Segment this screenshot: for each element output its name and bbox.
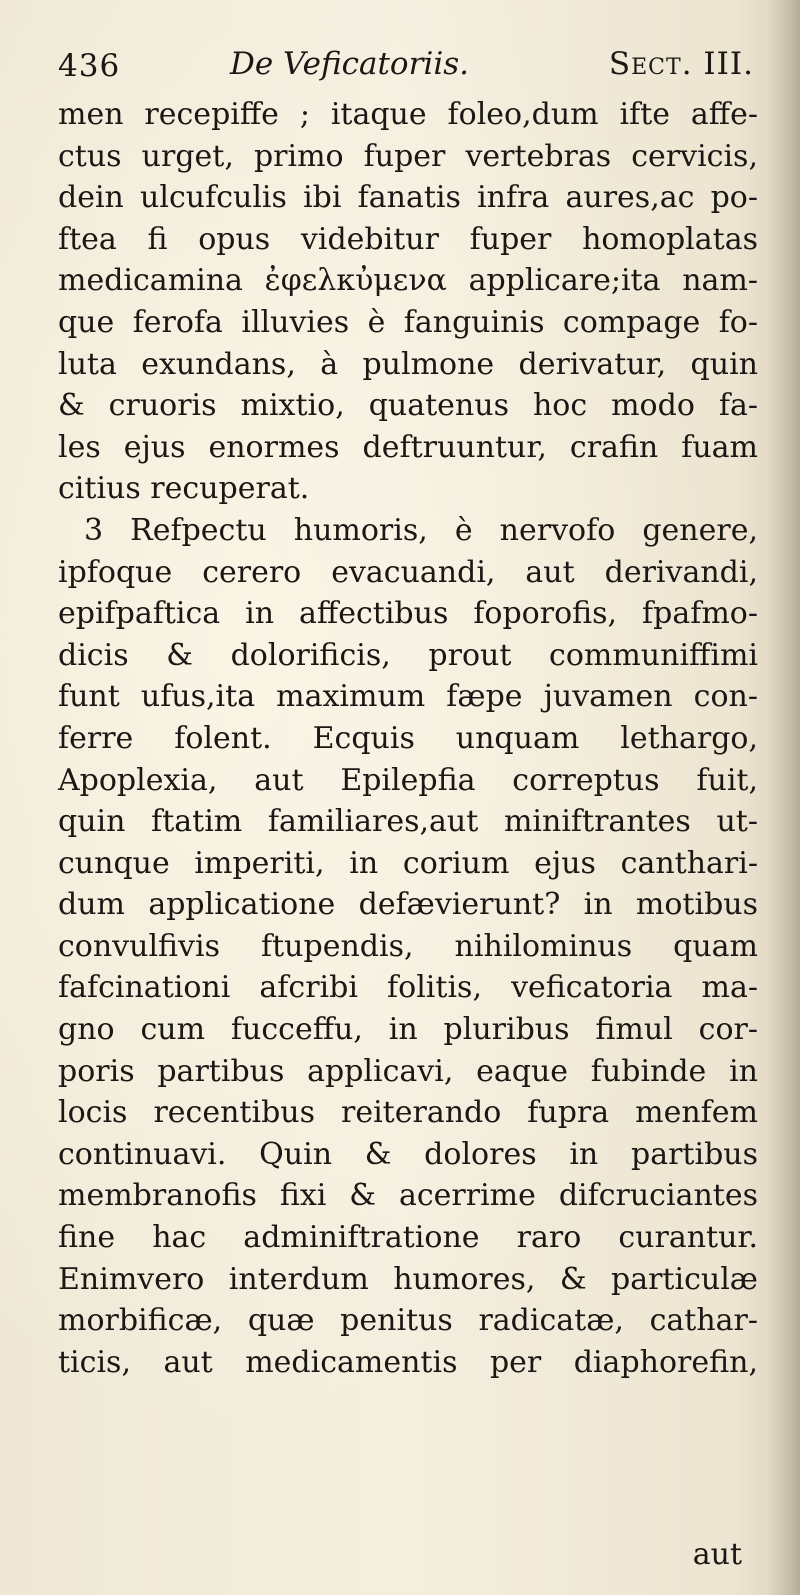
catchword: aut [692,1537,742,1572]
text-line: funt ufus,ita maximum fæpe juvamen con- [58,679,758,715]
text-line: locis recentibus reiterando fupra menfem [58,1095,758,1131]
text-line: gno cum fucceffu, in pluribus fimul cor- [58,1012,758,1048]
text-line: men recepiffe ; itaque foleo,dum ifte affe- [58,97,758,132]
text-line: ftea fi opus videbitur fuper homoplatas [58,221,758,257]
text-line: poris partibus applicavi, eaque fubinde in [58,1053,758,1089]
text-line: les ejus enormes deftruuntur, crafin fuam [58,429,758,465]
text-line: cunque imperiti, in corium ejus canthari- [58,845,758,881]
text-line: dum applicatione defævierunt? in motibus [58,887,758,923]
text-line: morbificæ, quæ penitus radicatæ, cathar- [58,1303,758,1339]
running-title: De Veficatoriis. [230,46,469,82]
body-text [58,94,758,1383]
text-line: & cruoris mixtio, quatenus hoc modo fa- [58,388,758,424]
section-label: Sect. III. [608,46,754,82]
text-line: 3 Refpectu humoris, è nervofo genere, [84,512,758,548]
text-line: epifpaftica in affectibus foporofis, fpafmo- [58,596,758,632]
text-line: luta exundans, à pulmone derivatur, quin [58,346,758,382]
text-line: Enimvero interdum humores, & particulæ [58,1261,758,1297]
text-line: Apoplexia, aut Epilepfia correptus fuit, [58,762,758,798]
text-line: dein ulcufculis ibi fanatis infra aures,ac po- [58,180,758,216]
text-line: ipfoque cerero evacuandi, aut derivandi, [58,554,758,590]
text-line: fafcinationi afcribi folitis, veficatoria ma- [58,970,758,1006]
text-line: continuavi. Quin & dolores in partibus [58,1136,758,1172]
text-line: fine hac adminiftratione raro curantur. [58,1220,758,1256]
text-line: membranofis fixi & acerrime difcruciantes [58,1178,758,1214]
text-line: citius recuperat. [58,471,310,507]
text-line: medicamina ἐφελκὐμενα applicare;ita nam- [58,263,758,299]
text-line: ferre folent. Ecquis unquam lethargo, [58,720,758,756]
text-line: ticis, aut medicamentis per diaphorefin, [58,1344,758,1380]
text-line: ctus urget, primo fuper vertebras cervicis, [58,138,758,174]
page-number: 436 [58,48,121,84]
facing-page-bleed [768,0,800,1595]
text-line: dicis & dolorificis, prout communiffimi [58,637,758,673]
text-line: quin ftatim familiares,aut miniftrantes ut- [58,804,758,840]
text-line: convulfivis ftupendis, nihilominus quam [58,928,758,964]
text-line: que ferofa illuvies è fanguinis compage fo- [58,304,758,340]
running-header [58,44,758,90]
